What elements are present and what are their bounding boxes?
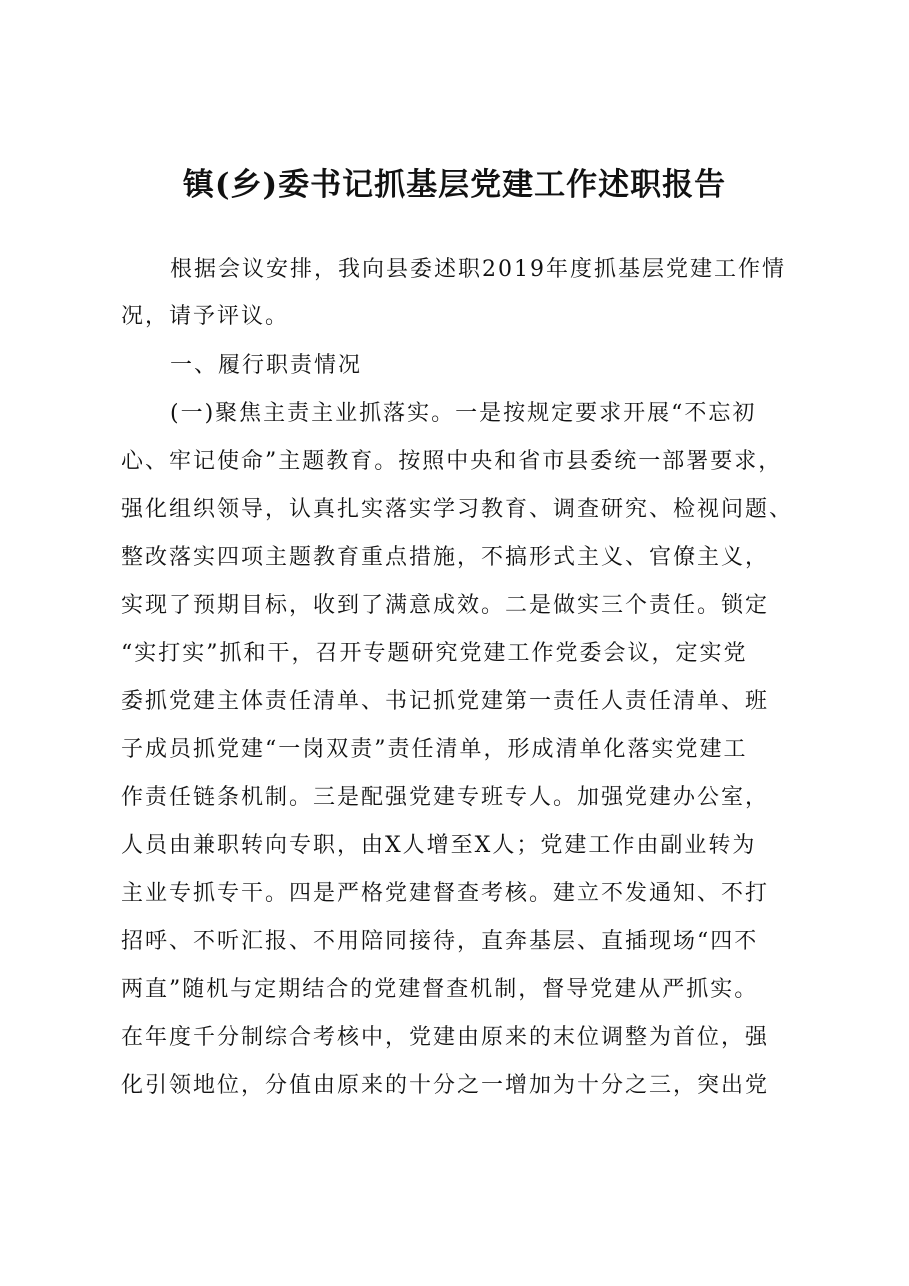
paragraph-line: (一)聚焦主责主业抓落实。一是按规定要求开展“不忘初 [170,401,757,426]
paragraph-line: 委抓党建主体责任清单、书记抓党建第一责任人责任清单、班 [121,689,770,714]
paragraph-line: 人员由兼职转向专职，由X人增至X人；党建工作由副业转为 [121,833,757,858]
paragraph-line: 实现了预期目标，收到了满意成效。二是做实三个责任。锁定 [121,593,770,618]
paragraph-line: 化引领地位，分值由原来的十分之一增加为十分之三，突出党 [121,1073,770,1098]
paragraph-line: “实打实”抓和干，召开专题研究党建工作党委会议，定实党 [121,641,748,666]
paragraph-line: 心、牢记使命”主题教育。按照中央和省市县委统一部署要求， [121,449,783,474]
paragraph-line: 强化组织领导，认真扎实落实学习教育、调查研究、检视问题、 [121,497,794,522]
paragraph-line: 招呼、不听汇报、不用陪同接待，直奔基层、直插现场“四不 [121,929,759,954]
document-title: 镇(乡)委书记抓基层党建工作述职报告 [182,167,727,203]
paragraph-line: 主业专抓专干。四是严格党建督查考核。建立不发通知、不打 [121,881,770,906]
paragraph-line: 子成员抓党建“一岗双责”责任清单，形成清单化落实党建工 [121,737,748,762]
paragraph-line: 况，请予评议。 [121,304,290,329]
paragraph-line: 整改落实四项主题教育重点措施，不搞形式主义、官僚主义， [121,545,770,570]
paragraph-line: 作责任链条机制。三是配强党建专班专人。加强党建办公室， [121,785,770,810]
paragraph-line: 两直”随机与定期结合的党建督查机制，督导党建从严抓实。 [121,977,759,1002]
paragraph-line: 在年度千分制综合考核中，党建由原来的末位调整为首位，强 [121,1025,770,1050]
paragraph-line: 根据会议安排，我向县委述职2019年度抓基层党建工作情 [170,257,786,282]
section-heading: 一、履行职责情况 [170,353,363,378]
